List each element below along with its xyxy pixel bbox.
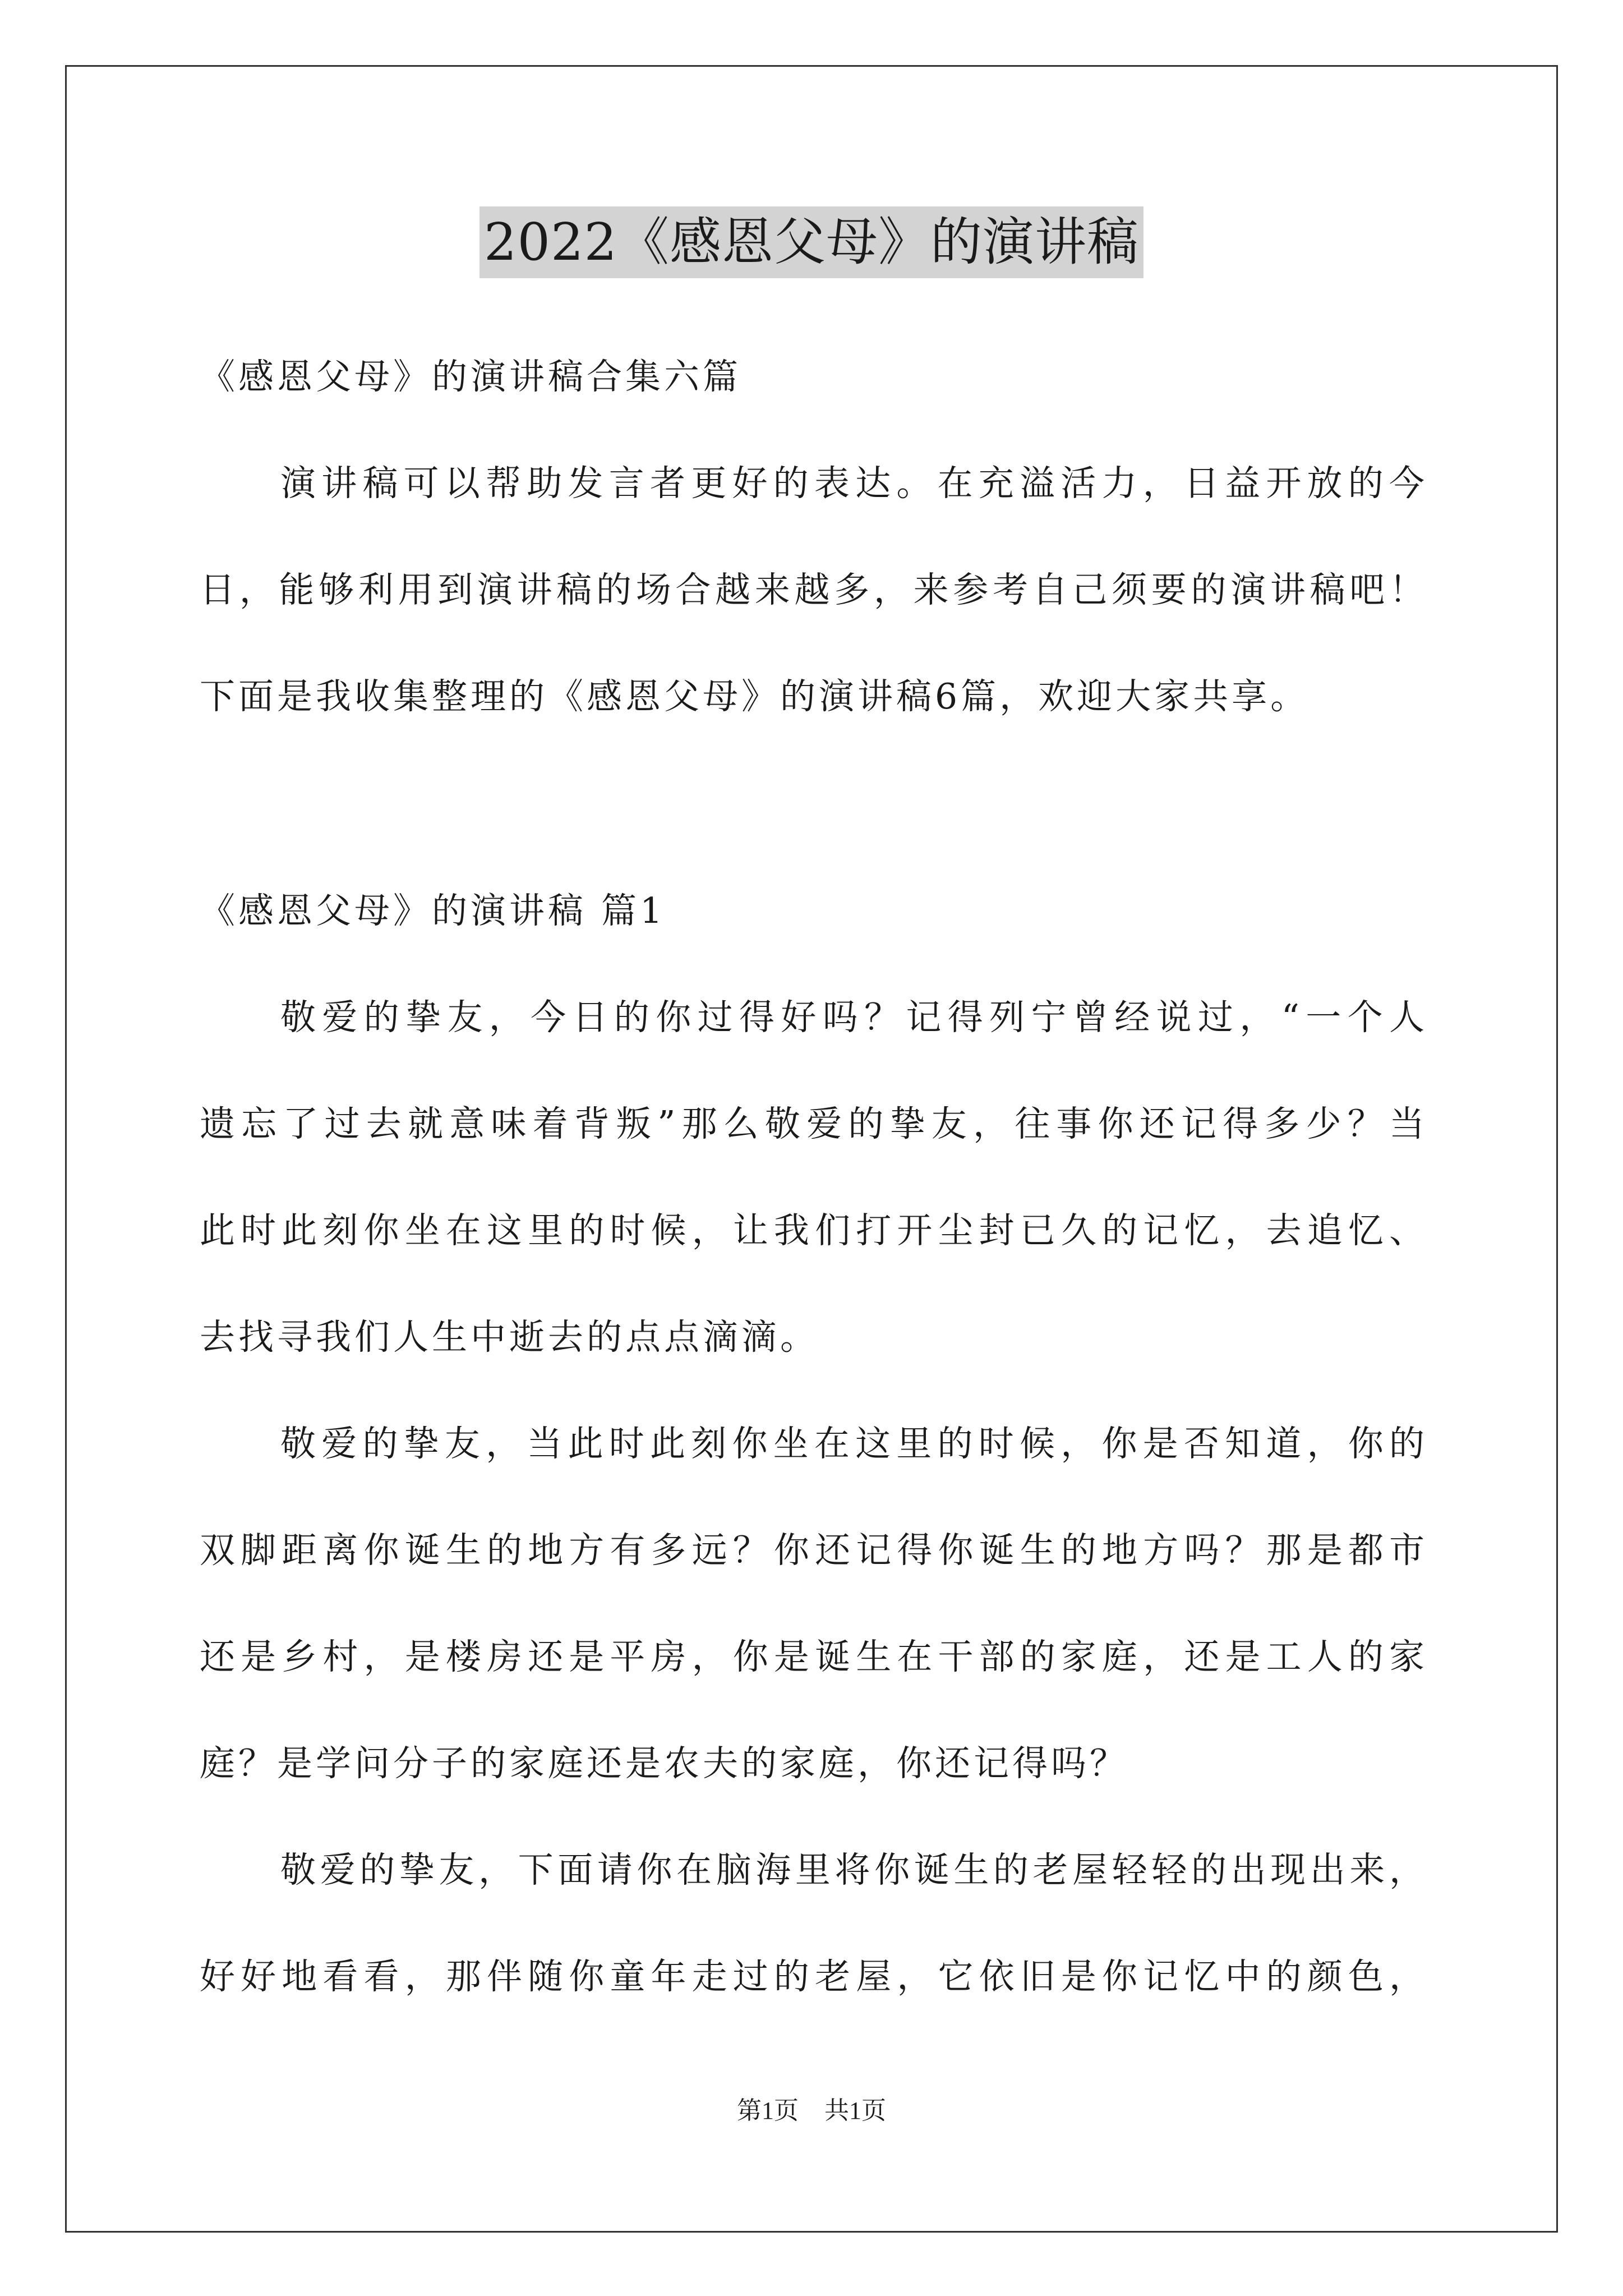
paragraph3-line-1: 敬爱的挚友，下面请你在脑海里将你诞生的老屋轻轻的出现出来， <box>280 1849 1428 1890</box>
paragraph1-line-2: 遗忘了过去就意味着背叛”那么敬爱的挚友，往事你还记得多少？当 <box>200 1103 1428 1144</box>
paragraph3-line-2: 好好地看看，那伴随你童年走过的老屋，它依旧是你记忆中的颜色， <box>200 1956 1428 1997</box>
paragraph2-line-4: 庭？是学问分子的家庭还是农夫的家庭，你还记得吗？ <box>200 1743 1128 1784</box>
intro-line-1: 演讲稿可以帮助发言者更好的表达。在充溢活力，日益开放的今 <box>280 463 1428 504</box>
intro-line-2: 日，能够利用到演讲稿的场合越来越多，来参考自己须要的演讲稿吧！ <box>200 569 1428 610</box>
page-number-total: 共1页 <box>824 2097 886 2124</box>
paragraph1-line-1: 敬爱的挚友，今日的你过得好吗？记得列宁曾经说过，“一个人 <box>280 997 1428 1038</box>
title-container <box>0 206 1623 278</box>
section-heading: 《感恩父母》的演讲稿 篇1 <box>200 890 666 931</box>
paragraph2-line-1: 敬爱的挚友，当此时此刻你坐在这里的时候，你是否知道，你的 <box>280 1423 1428 1464</box>
document-title: 2022《感恩父母》的演讲稿 <box>479 206 1144 278</box>
paragraph1-line-3: 此时此刻你坐在这里的时候，让我们打开尘封已久的记忆，去追忆、 <box>200 1210 1428 1251</box>
document-subtitle: 《感恩父母》的演讲稿合集六篇 <box>200 356 741 397</box>
paragraph1-line-4: 去找寻我们人生中逝去的点点滴滴。 <box>200 1317 819 1358</box>
page-number-current: 第1页 <box>737 2097 799 2124</box>
page-footer <box>0 2095 1623 2127</box>
paragraph2-line-3: 还是乡村，是楼房还是平房，你是诞生在干部的家庭，还是工人的家 <box>200 1636 1428 1677</box>
paragraph2-line-2: 双脚距离你诞生的地方有多远？你还记得你诞生的地方吗？那是都市 <box>200 1530 1428 1571</box>
intro-line-3: 下面是我收集整理的《感恩父母》的演讲稿6篇，欢迎大家共享。 <box>200 676 1310 717</box>
